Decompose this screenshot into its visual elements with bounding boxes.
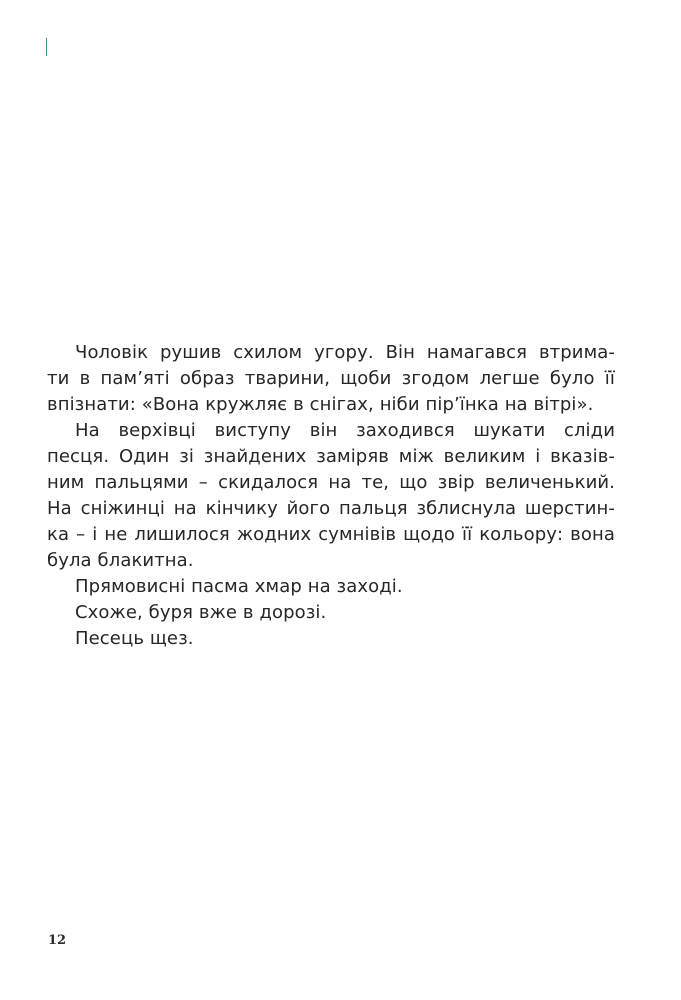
paragraph-5: [75, 626, 615, 652]
text-line: впізнати: «Вона кружляє в снігах, ніби пір’їнка на вітрі».: [47, 394, 594, 415]
paragraph-4: [75, 600, 615, 626]
text-line: була блакитна.: [47, 550, 194, 571]
text-line: На верхівці виступу він заходився шукати сліди: [75, 420, 615, 441]
text-line: песця. Один зі знайдених заміряв між великим і вказів-: [47, 446, 615, 467]
text-block: [47, 340, 615, 652]
text-line: Песець щез.: [75, 628, 194, 649]
text-line: ним пальцями – скидалося на те, що звір величенький.: [47, 472, 615, 493]
page-number: 12: [48, 933, 67, 948]
text-line: ка – і не лишилося жодних сумнівів щодо її кольору: вона: [47, 524, 615, 545]
text-line: Прямовисні пасма хмар на заході.: [75, 576, 403, 597]
paragraph-1: [47, 340, 615, 418]
text-line: Схоже, буря вже в дорозі.: [75, 602, 327, 623]
text-line: ти в пам’яті образ тварини, щоби згодом легше було її: [47, 368, 615, 389]
text-line: Чоловік рушив схилом угору. Він намагався втрима-: [75, 342, 615, 363]
corner-mark: [46, 38, 47, 56]
paragraph-2: [47, 418, 615, 574]
paragraph-3: [75, 574, 615, 600]
text-line: На сніжинці на кінчику його пальця зблиснула шерстин-: [47, 498, 615, 519]
